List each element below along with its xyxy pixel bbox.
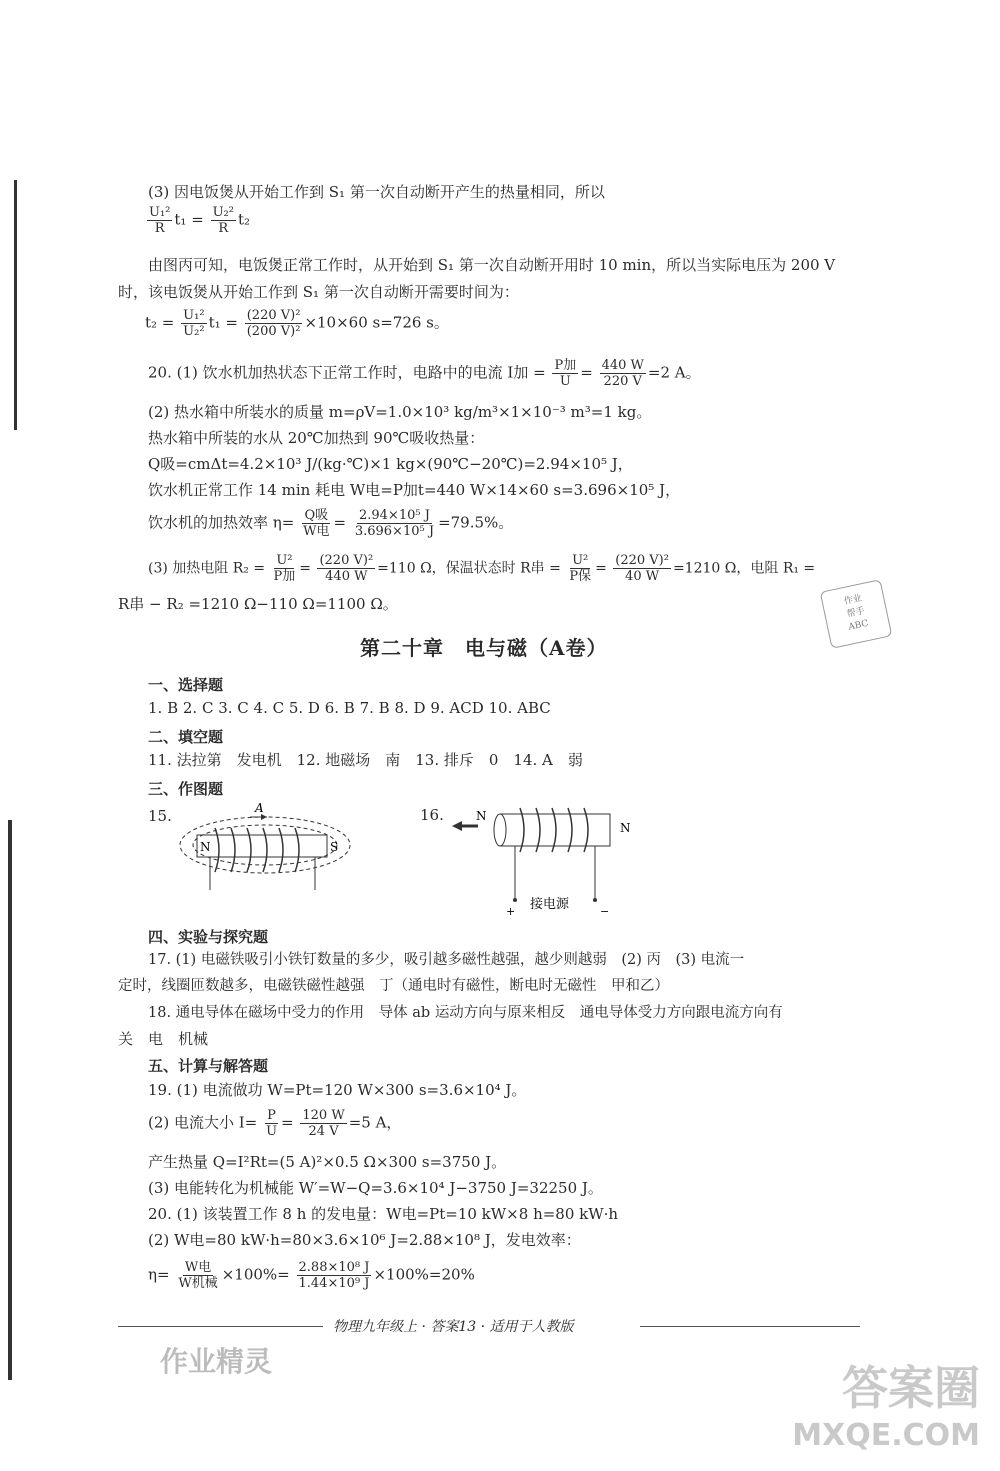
p19-3-line3: 时，该电饭煲从开始工作到 S₁ 第一次自动断开需要时间为：: [118, 283, 519, 301]
q20-1: 20. (1) 该装置工作 8 h 的发电量：W电=Pt=10 kW×8 h=80 kW·h: [148, 1205, 619, 1223]
p20-2-eff: 饮水机的加热效率 η= $\frac{\text{Q吸}}{\text{W电}}$ = $\frac{\text{2.94×10⁵ J}}{\text{3.696×10⁵ J}}$ =79.5%。: [148, 508, 514, 539]
figure16-plus: +: [506, 905, 516, 918]
figure16-number: 16.: [420, 806, 444, 824]
p19-3-line1: (3) 因电饭煲从开始工作到 S₁ 第一次自动断开产生的热量相同，所以: [148, 183, 605, 201]
figure16-n-right: N: [620, 821, 631, 835]
q19-2: (2) 电流大小 I= $\frac{P}{U}$ = $\frac{120 W}{24 V}$ =5 A，: [148, 1108, 402, 1139]
faint-stamp: 作业精灵: [160, 1345, 273, 1378]
q19-1: 19. (1) 电流做功 W=Pt=120 W×300 s=3.6×10⁴ J。: [148, 1081, 527, 1099]
section-calc: 五、计算与解答题: [148, 1057, 269, 1075]
p19-3-line2: 由图丙可知，电饭煲正常工作时，从开始到 S₁ 第一次自动断开用时 10 min，所以当实际电压为 200 V: [148, 256, 836, 274]
figure15-number: 15.: [148, 807, 172, 825]
p19-3-eq1: $\frac{\text{U₁²}}{R}$ t₁ = $\frac{\text{U₂²}}{R}$ t₂: [149, 205, 250, 236]
footer-rule-left: [118, 1326, 323, 1327]
binding-edge: [14, 180, 17, 430]
p20-2-line2: 热水箱中所装的水从 20℃加热到 90℃吸收热量：: [148, 429, 485, 447]
chapter-title: 第二十章 电与磁（A卷）: [360, 636, 608, 660]
q20-2: (2) W电=80 kW·h=80×3.6×10⁶ J=2.88×10⁸ J，发电效率：: [148, 1231, 581, 1249]
page-footer: 物理九年级上 · 答案13 · 适用于人教版: [333, 1319, 574, 1335]
figure16-solenoid: [450, 798, 650, 918]
p20-2-line1: (2) 热水箱中所装水的质量 m=ρV=1.0×10³ kg/m³×1×10⁻³ m³=1 kg。: [148, 403, 652, 421]
q19-heat: 产生热量 Q=I²Rt=(5 A)²×0.5 Ω×300 s=3750 J。: [148, 1153, 507, 1171]
figure15-label-a: A: [255, 801, 264, 815]
p20-1: 20. (1) 饮水机加热状态下正常工作时，电路中的电流 I加 = $\frac{\text{P加}}{U}$ = $\frac{440 W}{220 V}$ =2 A。: [148, 358, 701, 389]
figure15-n: N: [200, 840, 211, 854]
figure15-solenoid: [175, 800, 355, 900]
choice-answers: 1. B 2. C 3. C 4. C 5. D 6. B 7. B 8. D 9. ACD 10. ABC: [148, 699, 551, 717]
figure15-s: S: [330, 840, 339, 854]
section-drawing: 三、作图题: [148, 780, 224, 798]
figure16-minus: −: [600, 905, 610, 918]
q20-eff: η= $\frac{\text{W电}}{\text{W机械}}$ ×100%= $\frac{\text{2.88×10⁸ J}}{\text{1.44×10⁹ J}}$ ×100%=20%: [148, 1260, 475, 1291]
p19-3-eq2: t₂ = $\frac{\text{U₁²}}{\text{U₂²}}$ t₁ = $\frac{\text{(220 V)²}}{\text{(200 V)²}}$ ×10×60 s=726 s。: [145, 308, 449, 339]
q17-line1: 17. (1) 电磁铁吸引小铁钉数量的多少，吸引越多磁性越强，越少则越弱 (2) 丙 (3) 电流一: [148, 952, 745, 968]
q19-3: (3) 电能转化为机械能 W′=W−Q=3.6×10⁴ J−3750 J=32250 J。: [148, 1179, 603, 1197]
q17-line2: 定时，线圈匝数越多，电磁铁磁性越强 丁（通电时有磁性，断电时无磁性 甲和乙）: [118, 978, 669, 994]
p20-2-line4: 饮水机正常工作 14 min 耗电 W电=P加t=440 W×14×60 s=3.696×10⁵ J，: [148, 481, 681, 499]
p20-3: (3) 加热电阻 R₂ = $\frac{\text{U²}}{\text{P加}}$ = $\frac{\text{(220 V)²}}{440 W}$ =110 Ω，保温状态时 R串 = $\frac{\text{U²}}{\text{P保}}$ = $\frac{\text{(220 V)²}}{40 W}$ =1210 Ω，电阻 R₁ =: [148, 553, 816, 584]
footer-rule-right: [640, 1326, 860, 1327]
watermark: [792, 1352, 980, 1453]
q18-line2: 关 电 机械: [118, 1030, 209, 1048]
section-choice: 一、选择题: [148, 676, 224, 694]
q18-line1: 18. 通电导体在磁场中受力的作用 导体 ab 运动方向与原来相反 通电导体受力方向跟电流方向有: [148, 1005, 783, 1021]
watermark-logo: 答案圈: [842, 1361, 980, 1415]
homework-stamp: 作业 帮手 ABC: [820, 579, 893, 649]
figure16-n-left: N: [476, 809, 487, 823]
section-experiment: 四、实验与探究题: [148, 928, 269, 946]
section-fill: 二、填空题: [148, 728, 224, 746]
p20-3-line2: R串 − R₂ =1210 Ω−110 Ω=1100 Ω。: [118, 595, 398, 613]
p20-2-line3: Q吸=cmΔt=4.2×10³ J/(kg·℃)×1 kg×(90℃−20℃)=2.94×10⁵ J，: [148, 455, 633, 473]
watermark-url: MXQE.COM: [792, 1418, 980, 1453]
fill-answers: 11. 法拉第 发电机 12. 地磁场 南 13. 排斥 0 14. A 弱: [148, 751, 583, 769]
figure16-power-label: 接电源: [530, 897, 570, 912]
binding-edge-lower: [8, 820, 12, 1380]
